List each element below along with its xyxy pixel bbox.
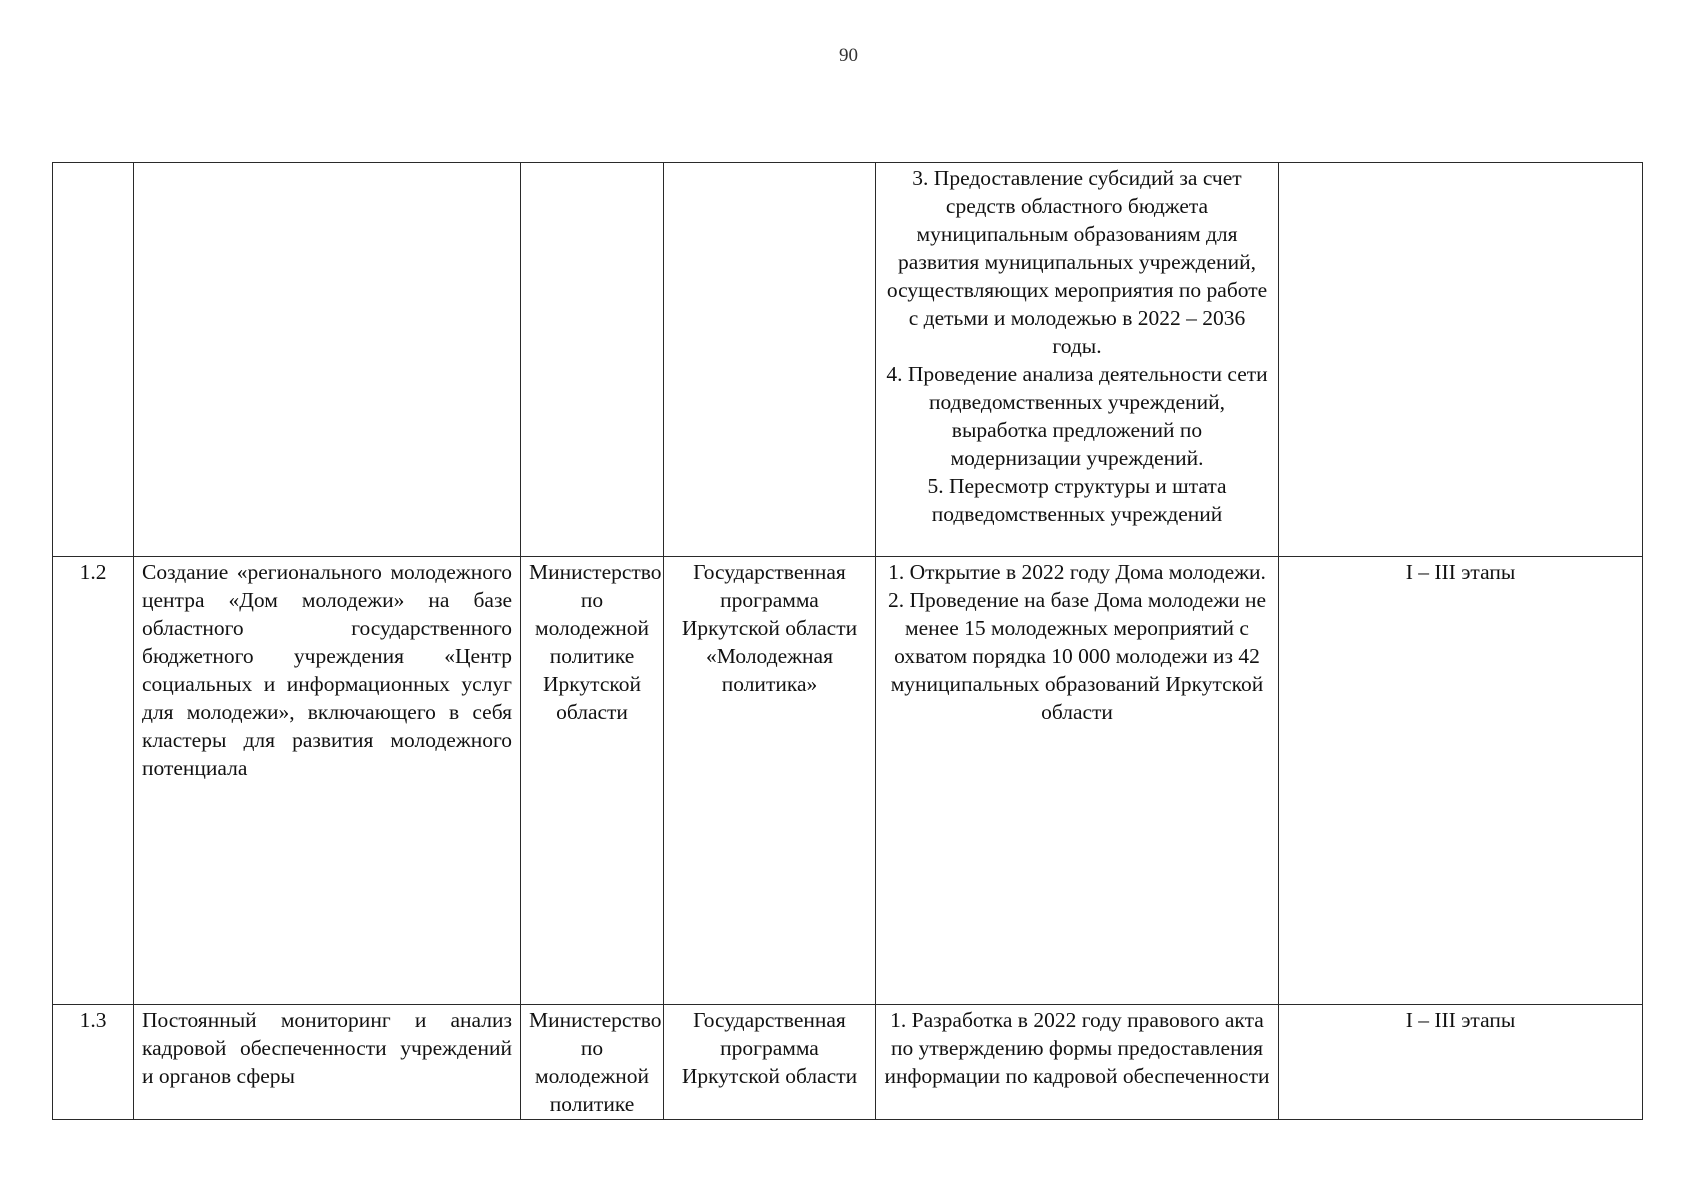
activities-cell xyxy=(876,557,1279,1005)
activities-cell xyxy=(876,163,1279,557)
stages: I – III этапы xyxy=(1279,557,1643,1005)
program xyxy=(664,163,876,557)
page-number: 90 xyxy=(839,45,858,66)
activity-item: 3. Предоставление субсидий за счет средств областного бюджета муниципальным образованиям для развития муниципальных учреждений, осуществляющих мероприятия по работе с детьми и молодежью в 2022 – 2036 годы. xyxy=(886,166,1268,358)
table-row xyxy=(53,163,1643,557)
row-number xyxy=(53,163,134,557)
row-number: 1.2 xyxy=(53,557,134,1005)
stages: I – III этапы xyxy=(1279,1005,1643,1120)
table-row xyxy=(53,1005,1643,1120)
table-row xyxy=(53,557,1643,1005)
measure-name: Создание «регионального молодежного центра «Дом молодежи» на базе областного государственного бюджетного учреждения «Центр социальных и информационных услуг для молодежи», включающего в себя кластеры для развития молодежного потенциала xyxy=(134,557,521,1005)
measure-name: Постоянный мониторинг и анализ кадровой обеспеченности учреждений и органов сферы xyxy=(134,1005,521,1120)
program: Государственная программа Иркутской области «Молодежная политика» xyxy=(664,557,876,1005)
stages xyxy=(1279,163,1643,557)
measure-name xyxy=(134,163,521,557)
activity-item: 5. Пересмотр структуры и штата подведомственных учреждений xyxy=(927,474,1227,526)
plan-table xyxy=(52,162,1643,1120)
row-number: 1.3 xyxy=(53,1005,134,1120)
executor xyxy=(521,163,664,557)
activity-item: 2. Проведение на базе Дома молодежи не менее 15 молодежных мероприятий с охватом порядка 10 000 молодежи из 42 муниципальных образований Иркутской области xyxy=(887,588,1267,724)
activities-cell xyxy=(876,1005,1279,1120)
executor: Министерство по молодежной политике xyxy=(521,1005,664,1120)
activity-item: 4. Проведение анализа деятельности сети подведомственных учреждений, выработка предложений по модернизации учреждений. xyxy=(886,362,1268,470)
activity-item: 1. Открытие в 2022 году Дома молодежи. xyxy=(888,560,1266,584)
program: Государственная программа Иркутской области xyxy=(664,1005,876,1120)
executor: Министерство по молодежной политике Иркутской области xyxy=(521,557,664,1005)
activity-item: 1. Разработка в 2022 году правового акта по утверждению формы предоставления информации по кадровой обеспеченности xyxy=(884,1008,1270,1088)
